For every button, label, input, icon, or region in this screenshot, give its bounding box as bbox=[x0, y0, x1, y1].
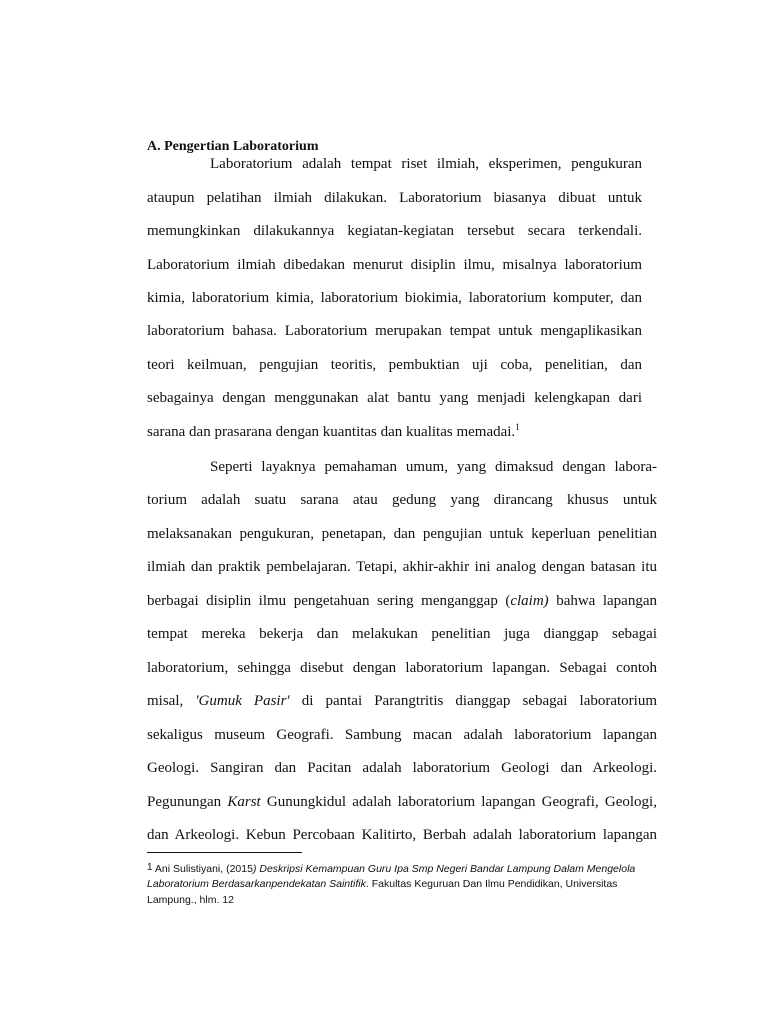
italic-term: 'Gumuk Pasir' bbox=[195, 693, 290, 709]
paragraph-text: bahwa lapangan bbox=[548, 593, 657, 609]
paragraph-line: tempat mereka bekerja dan melakukan penelitian juga dianggap sebagai bbox=[147, 626, 657, 642]
paragraph-line: laboratorium, sehingga disebut dengan laboratorium lapangan. Sebagai contoh bbox=[147, 660, 657, 676]
paragraph-text: berbagai disiplin ilmu pengetahuan sering menganggap ( bbox=[147, 593, 511, 609]
paragraph-line: Laboratorium ilmiah dibedakan menurut disiplin ilmu, misalnya laboratorium bbox=[147, 257, 642, 273]
paragraph-line bbox=[147, 423, 642, 441]
footnote-italic-title: Laboratorium Berdasarkanpendekatan Saintifik bbox=[147, 878, 366, 890]
paragraph-line bbox=[147, 793, 657, 811]
paragraph-line: torium adalah suatu sarana atau gedung yang dirancang khusus untuk bbox=[147, 492, 657, 508]
italic-term: claim) bbox=[510, 593, 549, 609]
footnote-separator bbox=[147, 852, 302, 853]
footnote-italic-title: ) Deskripsi Kemampuan Guru Ipa Smp Negeri Bandar Lampung Dalam Mengelola bbox=[252, 863, 636, 875]
footnote-line bbox=[147, 877, 617, 891]
footnote-number: 1 bbox=[147, 862, 153, 873]
paragraph-line bbox=[147, 592, 657, 610]
paragraph-text: Pegunungan bbox=[147, 794, 228, 810]
footnote-line: Lampung., hlm. 12 bbox=[147, 894, 234, 906]
paragraph-line: Geologi. Sangiran dan Pacitan adalah laboratorium Geologi dan Arkeologi. bbox=[147, 760, 657, 776]
paragraph-line bbox=[147, 692, 657, 710]
paragraph-text: misal, bbox=[147, 693, 196, 709]
italic-term: Karst bbox=[227, 794, 261, 810]
footnote-text: Ani Sulistiyani, (2015 bbox=[152, 863, 253, 875]
footnote-line bbox=[147, 861, 635, 876]
footnote-reference: 1 bbox=[515, 422, 520, 432]
paragraph-line: melaksanakan pengukuran, penetapan, dan pengujian untuk keperluan penelitian bbox=[147, 526, 657, 542]
paragraph-text: sarana dan prasarana dengan kuantitas dan kualitas memadai. bbox=[147, 424, 516, 440]
paragraph-line: teori keilmuan, pengujian teoritis, pembuktian uji coba, penelitian, dan bbox=[147, 357, 642, 373]
paragraph-line: sekaligus museum Geografi. Sambung macan adalah laboratorium lapangan bbox=[147, 727, 657, 743]
paragraph-line: dan Arkeologi. Kebun Percobaan Kalitirto, Berbah adalah laboratorium lapangan bbox=[147, 827, 657, 843]
paragraph-line: ataupun pelatihan ilmiah dilakukan. Laboratorium biasanya dibuat untuk bbox=[147, 190, 642, 206]
paragraph-line: memungkinkan dilakukannya kegiatan-kegiatan tersebut secara terkendali. bbox=[147, 223, 642, 239]
paragraph-line: Seperti layaknya pemahaman umum, yang dimaksud dengan labora- bbox=[210, 459, 657, 475]
paragraph-line: ilmiah dan praktik pembelajaran. Tetapi, akhir-akhir ini analog dengan batasan itu bbox=[147, 559, 657, 575]
paragraph-line: laboratorium bahasa. Laboratorium merupakan tempat untuk mengaplikasikan bbox=[147, 323, 642, 339]
paragraph-line: sebagainya dengan menggunakan alat bantu yang menjadi kelengkapan dari bbox=[147, 390, 642, 406]
paragraph-text: Gunungkidul adalah laboratorium lapangan Geografi, Geologi, bbox=[260, 794, 657, 810]
paragraph-line: kimia, laboratorium kimia, laboratorium biokimia, laboratorium komputer, dan bbox=[147, 290, 642, 306]
paragraph-line: Laboratorium adalah tempat riset ilmiah, eksperimen, pengukuran bbox=[210, 156, 642, 172]
section-heading: A. Pengertian Laboratorium bbox=[147, 139, 319, 154]
footnote-text: . Fakultas Keguruan Dan Ilmu Pendidikan, Universitas bbox=[365, 878, 618, 890]
paragraph-text: di pantai Parangtritis dianggap sebagai laboratorium bbox=[289, 693, 657, 709]
